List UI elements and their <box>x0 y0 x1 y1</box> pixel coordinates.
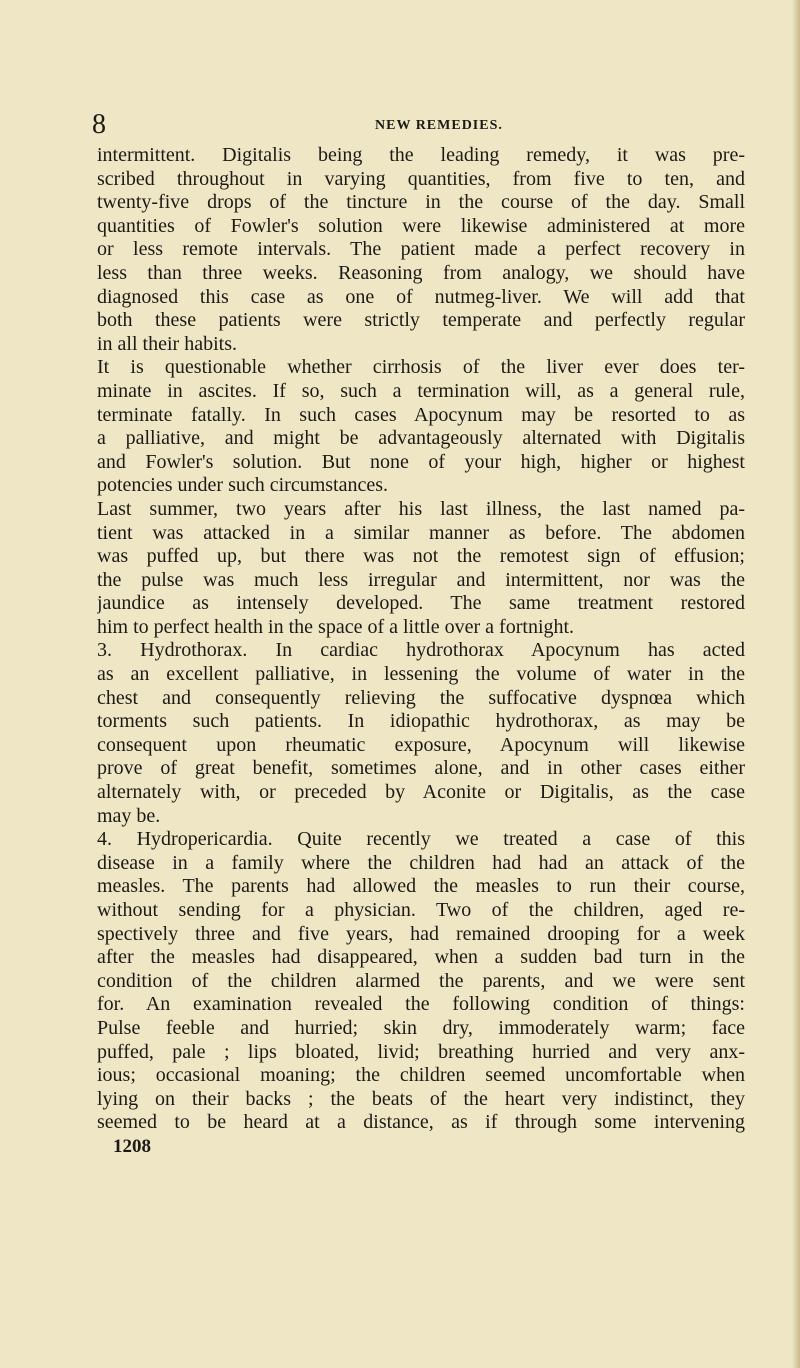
text-line: quantities of Fowler's solution were likewise administered at more <box>97 214 745 237</box>
text-line: Pulse feeble and hurried; skin dry, immoderately warm; face <box>97 1016 745 1039</box>
text-line: less than three weeks. Reasoning from analogy, we should have <box>97 261 745 284</box>
text-line: spectively three and five years, had remained drooping for a week <box>97 922 745 945</box>
text-line: twenty-five drops of the tincture in the course of the day. Small <box>97 191 745 214</box>
text-line: consequent upon rheumatic exposure, Apocynum will likewise <box>97 733 745 756</box>
running-title: NEW REMEDIES. <box>375 118 503 133</box>
text-line: 4. Hydropericardia. Quite recently we treated a case of this <box>97 828 745 851</box>
text-line: chest and consequently relieving the suffocative dyspnœa which <box>97 686 745 709</box>
text-line: Last summer, two years after his last illness, the last named pa- <box>97 497 745 520</box>
text-line: a palliative, and might be advantageously alternated with Digitalis <box>97 427 745 450</box>
text-line: was puffed up, but there was not the remotest sign of effusion; <box>97 545 745 568</box>
text-line: potencies under such circumstances. <box>97 474 389 497</box>
text-line: ious; occasional moaning; the children seemed uncomfortable when <box>97 1064 745 1087</box>
signature-mark: 1208 <box>113 1135 151 1157</box>
text-line: minate in ascites. If so, such a termination will, as a general rule, <box>97 379 745 402</box>
text-line: or less remote intervals. The patient made a perfect recovery in <box>97 238 745 261</box>
text-line: him to perfect health in the space of a little over a fortnight. <box>97 615 575 638</box>
text-line: scribed throughout in varying quantities, from five to ten, and <box>97 167 745 190</box>
text-line: torments such patients. In idiopathic hydrothorax, as may be <box>97 710 745 733</box>
page-number: 8 <box>92 109 106 140</box>
text-line: as an excellent palliative, in lessening the volume of water in the <box>97 663 745 686</box>
text-line: terminate fatally. In such cases Apocynum may be resorted to as <box>97 403 745 426</box>
text-line: in all their habits. <box>97 332 237 355</box>
text-line: jaundice as intensely developed. The same treatment restored <box>97 592 745 615</box>
text-line: condition of the children alarmed the parents, and we were sent <box>97 969 745 992</box>
text-line: may be. <box>97 804 161 827</box>
text-line: measles. The parents had allowed the measles to run their course, <box>97 875 745 898</box>
text-line: the pulse was much less irregular and intermittent, nor was the <box>97 568 745 591</box>
page-edge <box>792 0 800 1368</box>
text-line: puffed, pale ; lips bloated, livid; breathing hurried and very anx- <box>97 1040 745 1063</box>
text-line: 3. Hydrothorax. In cardiac hydrothorax Apocynum has acted <box>97 639 745 662</box>
text-line: intermittent. Digitalis being the leading remedy, it was pre- <box>97 144 745 166</box>
text-line: and Fowler's solution. But none of your high, higher or highest <box>97 450 745 473</box>
text-line: diagnosed this case as one of nutmeg-liver. We will add that <box>97 285 745 308</box>
text-line: for. An examination revealed the following condition of things: <box>97 993 745 1016</box>
text-line: tient was attacked in a similar manner as before. The abdomen <box>97 521 745 544</box>
body-text <box>97 144 745 1159</box>
text-line: lying on their backs ; the beats of the heart very indistinct, they <box>97 1087 745 1110</box>
text-line: prove of great benefit, sometimes alone, and in other cases either <box>97 757 745 780</box>
text-line: without sending for a physician. Two of the children, aged re- <box>97 899 745 921</box>
text-line: after the measles had disappeared, when a sudden bad turn in the <box>97 946 745 969</box>
text-line: seemed to be heard at a distance, as if through some intervening <box>97 1111 745 1134</box>
text-line: alternately with, or preceded by Aconite or Digitalis, as the case <box>97 781 745 804</box>
text-line: disease in a family where the children had had an attack of the <box>97 851 745 874</box>
running-head <box>0 110 800 140</box>
text-line: both these patients were strictly temperate and perfectly regular <box>97 309 745 332</box>
text-line: It is questionable whether cirrhosis of the liver ever does ter- <box>97 356 745 379</box>
